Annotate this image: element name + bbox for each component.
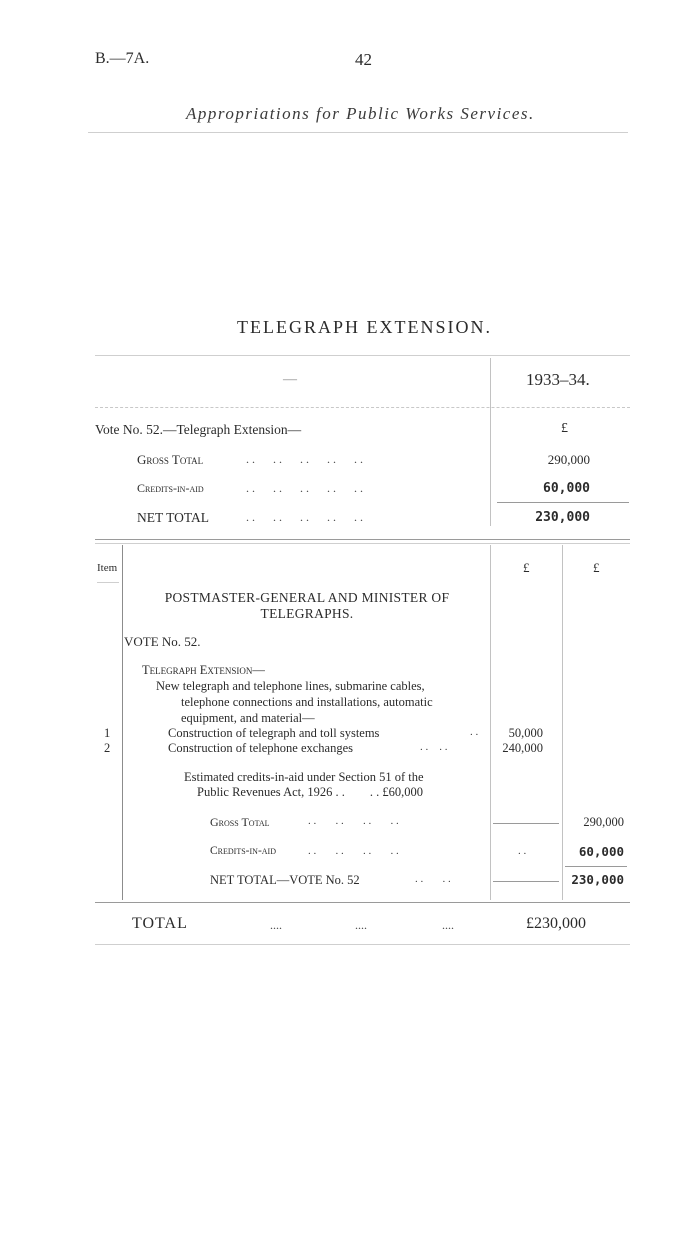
detail-net-value: 230,000 bbox=[571, 872, 624, 887]
summary-currency: £ bbox=[561, 421, 568, 436]
section-title: TELEGRAPH EXTENSION. bbox=[237, 317, 492, 337]
detail-net-rule bbox=[493, 881, 559, 882]
detail-col1-currency: £ bbox=[523, 560, 530, 575]
item-dots-2: . . . . bbox=[420, 741, 448, 753]
description-line1: New telegraph and telephone lines, submarine cables, bbox=[156, 679, 425, 693]
header-rule bbox=[88, 132, 628, 133]
summary-top-rule bbox=[95, 355, 630, 356]
item-header-rule bbox=[97, 582, 119, 583]
amount-column-divider-1 bbox=[490, 545, 491, 900]
detail-credits-label: Credits-in-aid bbox=[210, 845, 276, 857]
page-number: 42 bbox=[355, 50, 372, 69]
item-column-divider bbox=[122, 545, 123, 900]
minister-heading-line2: TELEGRAPHS. bbox=[260, 606, 354, 621]
summary-column-divider bbox=[490, 358, 491, 526]
summary-head-dash: — bbox=[283, 372, 297, 387]
item-text-2: Construction of telephone exchanges bbox=[168, 741, 354, 755]
description-line2: telephone connections and installations, automatic bbox=[181, 695, 433, 709]
detail-bottom-rule bbox=[95, 902, 630, 903]
total-bottom-rule bbox=[95, 944, 630, 945]
summary-net-value: 230,000 bbox=[535, 510, 590, 525]
detail-net-label: NET TOTAL—VOTE No. 52 bbox=[210, 873, 360, 887]
detail-credits-mid-dots: . . bbox=[518, 845, 527, 857]
summary-gross-value: 290,000 bbox=[547, 452, 590, 467]
detail-col2-currency: £ bbox=[593, 560, 600, 575]
document-reference: B.—7A. bbox=[95, 50, 150, 67]
item-text-1: Construction of telegraph and toll systems bbox=[168, 726, 380, 740]
estimate-line2: Public Revenues Act, 1926 . . . . £60,000 bbox=[197, 785, 424, 799]
detail-credits-rule bbox=[565, 866, 627, 867]
detail-gross-label: Gross Total bbox=[210, 815, 270, 829]
item-value-2: 240,000 bbox=[502, 741, 543, 755]
item-number-1: 1 bbox=[104, 726, 111, 740]
item-header: Item bbox=[97, 562, 118, 574]
minister-heading-line1: POSTMASTER-GENERAL AND MINISTER OF bbox=[164, 590, 450, 605]
summary-net-label: NET TOTAL bbox=[137, 510, 210, 525]
item-number-2: 2 bbox=[104, 741, 111, 755]
vote-line: Vote No. 52.—Telegraph Extension— bbox=[95, 422, 302, 437]
total-label: TOTAL bbox=[132, 915, 188, 932]
detail-credits-value: 60,000 bbox=[578, 844, 624, 859]
item-value-1: 50,000 bbox=[508, 726, 543, 740]
total-dots-1: .... bbox=[270, 918, 282, 932]
subhead-telegraph-extension: Telegraph Extension— bbox=[142, 663, 265, 677]
summary-gross-label: Gross Total bbox=[137, 452, 204, 467]
vote-heading: VOTE No. 52. bbox=[124, 634, 201, 649]
detail-gross-rule bbox=[493, 823, 559, 824]
summary-credits-label: Credits-in-aid bbox=[137, 481, 204, 495]
total-value: £230,000 bbox=[526, 915, 586, 932]
total-dots-3: .... bbox=[442, 918, 454, 932]
item-dots-1: . . bbox=[470, 726, 479, 738]
summary-gross-dots: . . . . . . . . . . bbox=[246, 452, 363, 466]
summary-head-rule bbox=[95, 407, 630, 408]
summary-sum-rule bbox=[497, 502, 629, 503]
summary-net-dots: . . . . . . . . . . bbox=[246, 510, 363, 524]
total-dots-2: .... bbox=[355, 918, 367, 932]
running-title: Appropriations for Public Works Services. bbox=[186, 104, 535, 123]
detail-top-rule bbox=[95, 539, 630, 540]
amount-column-divider-2 bbox=[562, 545, 563, 900]
detail-net-dots: . . . . bbox=[415, 873, 451, 885]
detail-gross-dots: . . . . . . . . bbox=[308, 815, 399, 827]
detail-gross-value: 290,000 bbox=[583, 815, 624, 829]
summary-year-heading: 1933–34. bbox=[526, 370, 590, 389]
description-line3: equipment, and material— bbox=[181, 711, 315, 725]
summary-credits-value: 60,000 bbox=[543, 481, 590, 496]
detail-credits-dots: . . . . . . . . bbox=[308, 845, 399, 857]
summary-credits-dots: . . . . . . . . . . bbox=[246, 481, 363, 495]
estimate-line1: Estimated credits-in-aid under Section 51 of the bbox=[184, 770, 424, 784]
detail-top-rule-2 bbox=[95, 543, 630, 544]
